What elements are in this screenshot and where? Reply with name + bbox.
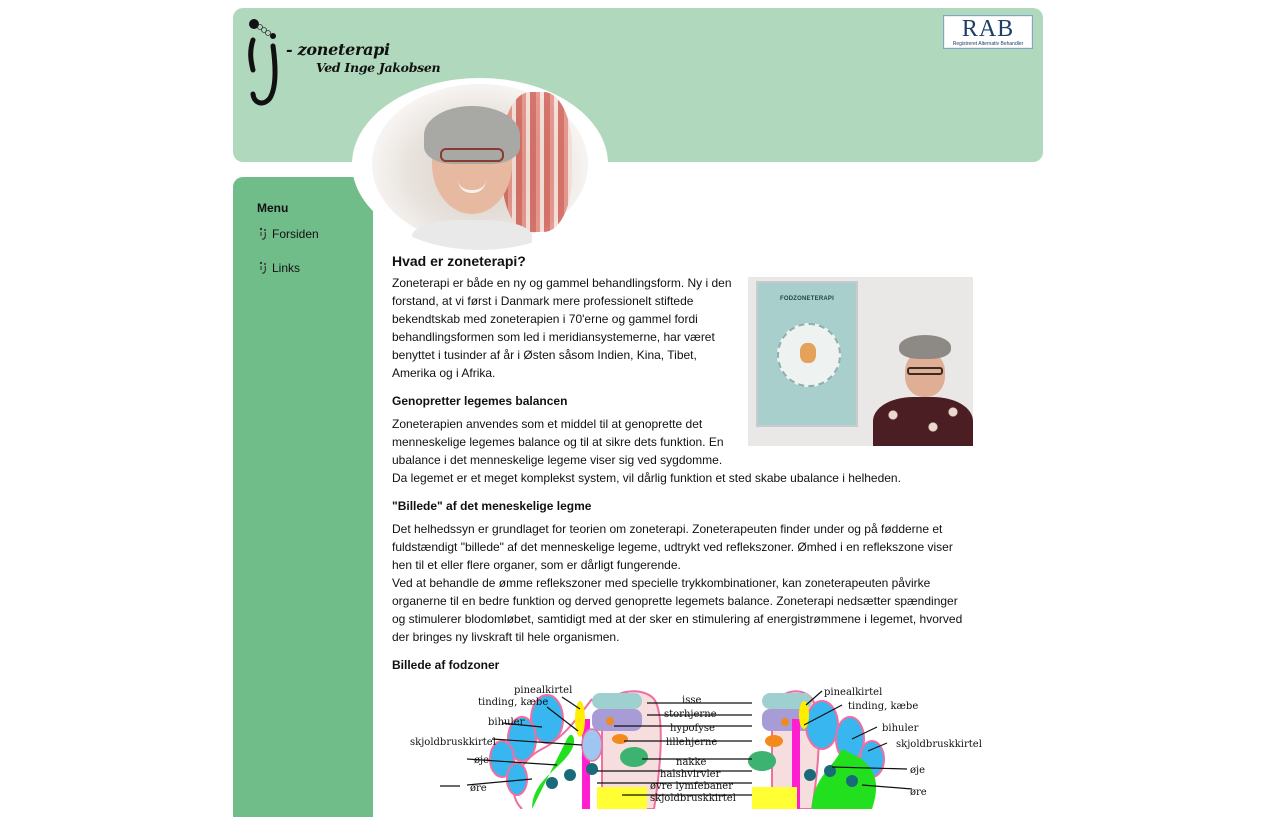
ij-logo-icon	[246, 18, 282, 108]
diagram-label: halshvirvler	[660, 769, 721, 780]
diagram-label: skjoldbruskkirtel	[410, 737, 496, 748]
page-title: Hvad er zoneterapi?	[392, 253, 526, 269]
diagram-label: øvre lymfebaner	[650, 781, 733, 792]
menu-title: Menu	[257, 201, 289, 215]
logo-subtitle: Ved Inge Jakobsen	[316, 60, 441, 75]
diagram-label: hypofyse	[670, 723, 715, 734]
main-content	[392, 250, 982, 809]
rab-badge[interactable]	[943, 15, 1033, 49]
ij-logo-icon	[258, 261, 268, 275]
sidebar-item-forsiden[interactable]	[258, 227, 319, 241]
diagram-label: skjoldbruskkirtel	[650, 793, 736, 804]
diagram-label: bihuler	[488, 717, 525, 728]
diagram-label: pinealkirtel	[824, 687, 883, 698]
section-heading: Genopretter legemes balancen	[392, 394, 568, 408]
diagram-label: øje	[910, 765, 926, 776]
diagram-label: bihuler	[882, 723, 919, 734]
rab-fullname: Registreret Alternativ Behandler	[952, 41, 1024, 47]
section-paragraph: Da legemet er et meget komplekst system, vil dårlig funktion et sted skabe ubalance i helheden.	[392, 471, 901, 485]
diagram-label: storhjerne	[664, 709, 717, 720]
diagram-label: øje	[474, 755, 490, 766]
rab-abbr: RAB	[961, 16, 1015, 42]
sidebar	[233, 177, 373, 817]
sidebar-item-label: Links	[272, 261, 301, 275]
diagram-label: tinding, kæbe	[478, 697, 549, 708]
intro-paragraph: Zoneterapi er både en ny og gammel behandlingsform. Ny i den forstand, at vi først i Danmark mere professionelt stiftede bekendtskab med zoneterapien i 70'erne og gammel fordi behandlingsformen som led i meridiansystemerne, har været benyttet i tusinder af år i Østen såsom Indien, Kina, Tibet, Amerika og i Afrika.	[392, 276, 732, 380]
diagram-label: øre	[910, 787, 927, 798]
section-heading: Billede af fodzoner	[392, 658, 500, 672]
logo-title: - zoneterapi	[286, 40, 390, 59]
diagram-label: isse	[682, 695, 702, 706]
sidebar-item-label: Forsiden	[272, 227, 319, 241]
poster-title: FODZONETERAPI	[780, 296, 834, 302]
section-heading: "Billede" af det meneskelige legme	[392, 499, 592, 513]
therapist-photo	[748, 277, 973, 446]
section-paragraph: Zoneterapien anvendes som et middel til at genoprette det menneskelige legemes balance og til at sikre dets funktion. En ubalance i det menneskelige legeme viser sig ved sygdomme.	[392, 417, 724, 467]
diagram-label: øre	[470, 783, 487, 794]
foot-zone-diagram	[392, 679, 982, 809]
section-paragraph: Ved at behandle de ømme reflekszoner med specielle trykkombinationer, kan zoneterapeuten påvirke organerne til en bedre funktion og derved genoprette legemets balance. Zoneterapi nedsætter spændinger og stimulerer blodomløbet, samtidigt med at der sker en stimulering af energistrømmene i legemet, hvorved der bringes ny livskraft til hele organismen.	[392, 576, 963, 644]
diagram-label: tinding, kæbe	[848, 701, 919, 712]
diagram-label: skjoldbruskkirtel	[896, 739, 982, 750]
header-portrait-photo	[352, 78, 608, 250]
ij-logo-icon	[258, 227, 268, 241]
diagram-label: lillehjerne	[666, 737, 718, 748]
anatomy-poster	[502, 92, 572, 232]
diagram-label: nakke	[676, 757, 707, 768]
section-paragraph: Det helhedssyn er grundlaget for teorien om zoneterapi. Zoneterapeuten finder under og på fødderne et fuldstændigt "billede" af det menneskelige legeme, udtrykt ved reflekszoner. Ømhed i en reflekszone viser hen til et eller flere organer, som er dårligt fungerende.	[392, 522, 953, 572]
diagram-label: pinealkirtel	[514, 685, 573, 696]
fodzoneterapi-poster	[756, 281, 858, 427]
sidebar-item-links[interactable]	[258, 261, 300, 275]
